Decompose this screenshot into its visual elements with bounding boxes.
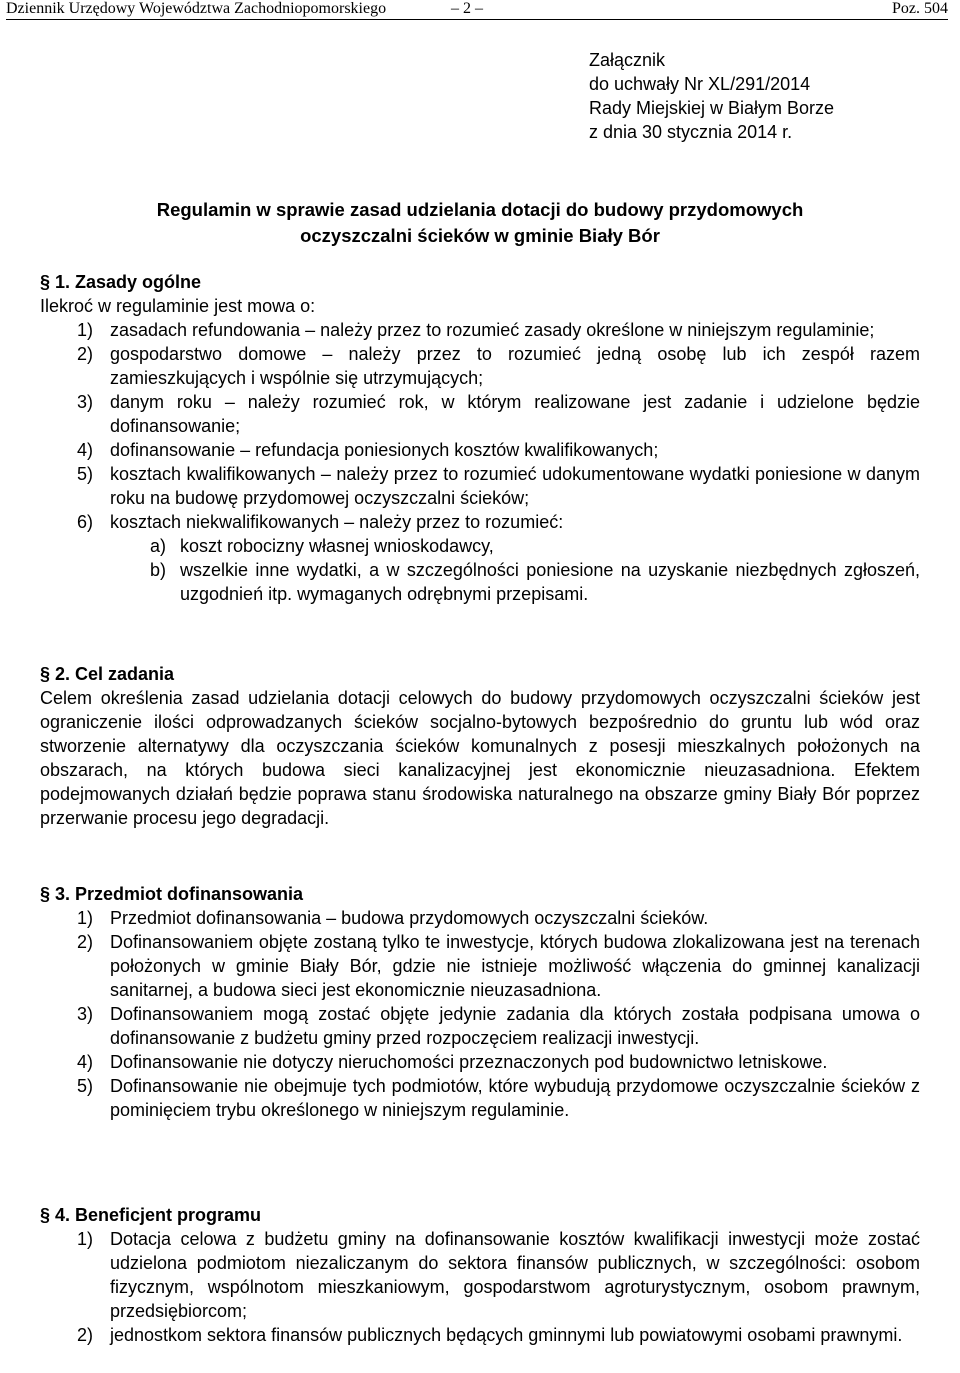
section-heading: § 4. Beneficjent programu (40, 1205, 262, 1225)
page-number: – 2 – (451, 0, 483, 17)
beneficiary-list (40, 1227, 920, 1347)
position-number: Poz. 504 (892, 0, 948, 17)
sub-item-text: wszelkie inne wydatki, a w szczególności poniesione na uzyskanie niezbędnych zgłoszeń, uzgodnień itp. wymaganych odrębnymi przepisami. (180, 560, 920, 604)
annex-line: Załącznik (589, 50, 666, 70)
item-number: 4) (77, 1052, 94, 1072)
annex-line: z dnia 30 stycznia 2014 r. (589, 122, 793, 142)
section-4 (40, 1203, 920, 1347)
list-item (40, 1074, 920, 1122)
list-item (40, 510, 920, 606)
journal-name: Dziennik Urzędowy Województwa Zachodniopomorskiego (6, 0, 387, 17)
list-item (40, 1002, 920, 1050)
item-number: 1) (77, 1229, 94, 1249)
item-number: 3) (77, 392, 94, 412)
section-paragraph: Celem określenia zasad udzielania dotacji celowych do budowy przydomowych oczyszczalni ścieków jest ograniczenie ilości odprowadzanych ścieków socjalno-bytowych bezpośrednio do gruntu lub wód oraz stworzenie alternatywy dla oczyszczania ścieków komunalnych z posesji mieszkalnych położonych na obszarach, na których budowa sieci kanalizacyjnej jest ekonomicznie nieuzasadniona. Efektem podejmowanych działań będzie poprawa stanu środowiska naturalnego na obszarze gminy Biały Bór poprzez przerwanie procesu jego degradacji. (40, 688, 920, 828)
section-heading: § 1. Zasady ogólne (40, 272, 202, 292)
list-item (40, 930, 920, 1002)
item-text: Dofinansowanie nie obejmuje tych podmiotów, które wybudują przydomowe oczyszczalnie ścieków z pominięciem trybu określonego w niniejszym regulaminie. (110, 1076, 920, 1120)
section-heading: § 3. Przedmiot dofinansowania (40, 884, 304, 904)
item-text: jednostkom sektora finansów publicznych będących gminnymi lub powiatowymi osobami prawnymi. (110, 1325, 903, 1345)
sub-item-letter: a) (150, 536, 167, 556)
item-text: zasadach refundowania – należy przez to rozumieć zasady określone w niniejszym regulaminie; (110, 320, 875, 340)
list-item (40, 1227, 920, 1323)
sub-item-letter: b) (150, 560, 167, 580)
list-item (40, 342, 920, 390)
subject-list (40, 906, 920, 1122)
list-item (40, 390, 920, 438)
item-text: Przedmiot dofinansowania – budowa przydomowych oczyszczalni ścieków. (110, 908, 709, 928)
section-heading: § 2. Cel zadania (40, 664, 175, 684)
list-item (40, 318, 920, 342)
item-text: danym roku – należy rozumieć rok, w którym realizowane jest zadanie i udzielone będzie dofinansowanie; (110, 392, 920, 436)
list-item (40, 1050, 920, 1074)
item-number: 3) (77, 1004, 94, 1024)
item-text: kosztach niekwalifikowanych – należy przez to rozumieć: (110, 512, 564, 532)
item-number: 1) (77, 908, 94, 928)
item-number: 2) (77, 932, 94, 952)
item-text: Dofinansowanie nie dotyczy nieruchomości przeznaczonych pod budownictwo letniskowe. (110, 1052, 828, 1072)
item-text: Dofinansowaniem mogą zostać objęte jedynie zadania dla których została podpisana umowa o dofinansowanie z budżetu gminy przed rozpoczęciem realizacji inwestycji. (110, 1004, 920, 1048)
page-header (6, 0, 948, 18)
item-number: 2) (77, 344, 94, 364)
annex-line: do uchwały Nr XL/291/2014 (589, 74, 811, 94)
item-text: Dofinansowaniem objęte zostaną tylko te inwestycje, których budowa zlokalizowana jest na terenach położonych w gminie Biały Bór, gdzie nie istnieje możliwość włączenia do gminnej kanalizacji sanitarnej, a budowa sieci jest ekonomicznie nieuzasadniona. (110, 932, 920, 1000)
list-item (40, 462, 920, 510)
section-3 (40, 882, 920, 1122)
item-text: dofinansowanie – refundacja poniesionych kosztów kwalifikowanych; (110, 440, 659, 460)
section-1 (40, 270, 920, 606)
annex-note (589, 48, 834, 144)
item-text: Dotacja celowa z budżetu gminy na dofinansowanie kosztów kwalifikacji inwestycji może zostać udzielona podmiotom niezaliczanym do sektora finansów publicznych, w szczególności: osobom fizycznym, wspólnotom mieszkaniowym, gospodarstwom agroturystycznym, osobom prawnym, przedsiębiorcom; (110, 1229, 920, 1321)
list-item (40, 906, 920, 930)
sub-item (40, 534, 920, 558)
title-line-1: Regulamin w sprawie zasad udzielania dotacji do budowy przydomowych (156, 199, 804, 220)
sub-list (40, 534, 920, 606)
section-2 (40, 662, 920, 830)
item-number: 4) (77, 440, 94, 460)
item-number: 5) (77, 464, 94, 484)
definitions-list (40, 318, 920, 606)
item-number: 2) (77, 1325, 94, 1345)
item-number: 1) (77, 320, 94, 340)
title-line-2: oczyszczalni ścieków w gminie Biały Bór (300, 225, 660, 246)
item-number: 6) (77, 512, 94, 532)
document-title (40, 197, 920, 249)
annex-line: Rady Miejskiej w Białym Borze (589, 98, 835, 118)
list-item (40, 438, 920, 462)
section-intro: Ilekroć w regulaminie jest mowa o: (40, 296, 316, 316)
list-item (40, 1323, 920, 1347)
sub-item (40, 558, 920, 606)
item-text: gospodarstwo domowe – należy przez to rozumieć jedną osobę lub ich zespół razem zamieszkujących i wspólnie się utrzymujących; (110, 344, 920, 388)
item-number: 5) (77, 1076, 94, 1096)
header-divider (6, 19, 948, 20)
item-text: kosztach kwalifikowanych – należy przez to rozumieć udokumentowane wydatki poniesione w danym roku na budowę przydomowej oczyszczalni ścieków; (110, 464, 920, 508)
sub-item-text: koszt robocizny własnej wnioskodawcy, (180, 536, 494, 556)
